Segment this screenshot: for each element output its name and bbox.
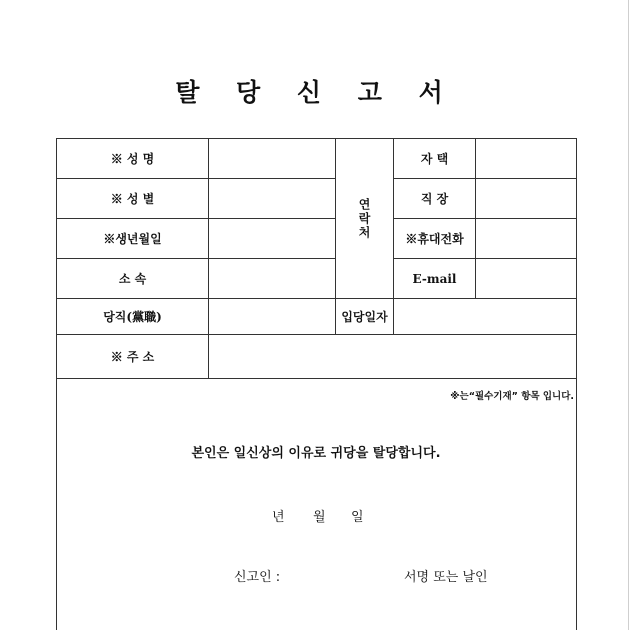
birthdate-label: ※생년월일 [103,232,162,246]
withdrawal-statement: 본인은 일신상의 이유로 귀당을 탈당합니다. [191,446,441,461]
date-day: 일 [351,510,364,525]
mobile-phone-label: ※휴대전화 [405,232,464,246]
address-field[interactable] [209,335,576,378]
date-year: 년 [272,510,285,525]
signature-label: 서명 또는 날인 [404,570,488,585]
affiliation-label: 소 속 [118,272,147,286]
birthdate-field[interactable] [209,219,335,258]
document-title: 탈 당 신 고 서 [175,78,457,107]
gender-label: ※ 성 별 [110,192,155,206]
affiliation-field[interactable] [209,259,335,298]
address-label: ※ 주 소 [110,350,155,364]
name-field[interactable] [209,139,335,178]
party-post-label: 당직(黨職) [103,310,162,324]
work-phone-field[interactable] [476,179,576,218]
date-month: 월 [313,510,326,525]
email-field[interactable] [476,259,576,298]
home-phone-label: 자 택 [420,152,449,166]
name-label: ※ 성 명 [110,152,155,166]
required-note: ※는“필수기재” 항목 입니다. [450,391,574,402]
reporter-label: 신고인 : [234,570,281,585]
table-border-right [576,138,577,630]
party-post-field[interactable] [209,299,335,334]
join-date-label: 입당일자 [341,310,388,324]
mobile-phone-field[interactable] [476,219,576,258]
email-label: E-mail [412,271,457,286]
contact-group-label [336,139,393,298]
home-phone-field[interactable] [476,139,576,178]
work-phone-label: 직 장 [420,192,449,206]
table-rule [56,378,577,379]
contact-label: 연락처 [357,197,371,240]
gender-field[interactable] [209,179,335,218]
join-date-field[interactable] [394,299,576,334]
